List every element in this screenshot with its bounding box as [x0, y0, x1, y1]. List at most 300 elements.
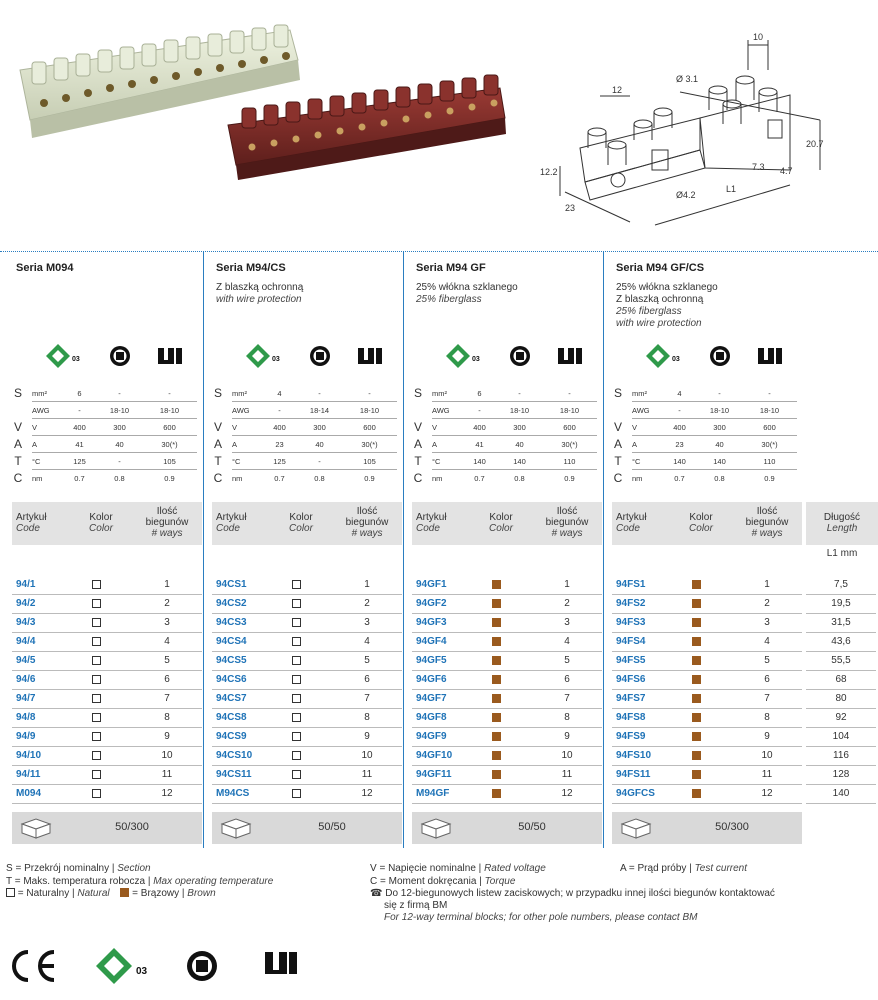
- series-column: [206, 252, 404, 848]
- article-code: 94/10: [16, 750, 42, 761]
- spec-unit: nm: [632, 474, 643, 483]
- ways-count: 7: [764, 693, 770, 704]
- spec-value: 140: [697, 453, 742, 470]
- spec-value: 600: [142, 419, 197, 436]
- length-value: 55,5: [806, 652, 876, 671]
- spec-value: 6: [462, 385, 497, 402]
- article-code: 94CS11: [216, 769, 252, 780]
- ul-mark-icon: [558, 348, 582, 364]
- table-row: [612, 728, 802, 747]
- spec-value: 300: [97, 419, 142, 436]
- header-ways-pl1: Ilość: [356, 506, 378, 517]
- csa-mark-icon: [187, 951, 217, 981]
- article-code: M094: [16, 788, 42, 799]
- ways-count: 8: [164, 712, 170, 723]
- article-code: 94/4: [16, 636, 36, 647]
- length-value: 80: [806, 690, 876, 709]
- header-color: [276, 512, 326, 534]
- spec-unit: AWG: [432, 402, 462, 419]
- spec-value: 23: [262, 436, 297, 453]
- color-swatch: [692, 675, 701, 684]
- vde-mark-label: 03: [672, 356, 680, 363]
- article-code: M94CS: [216, 788, 250, 799]
- spec-letter: V: [213, 420, 222, 434]
- ways-count: 8: [764, 712, 770, 723]
- table-row: [612, 595, 802, 614]
- ways-count: 5: [764, 655, 770, 666]
- length-values: [806, 576, 876, 804]
- table-row: [212, 576, 402, 595]
- packaging-bar: [12, 812, 202, 844]
- table-row: [12, 652, 202, 671]
- spec-value: -: [62, 402, 97, 419]
- header-color-pl: Kolor: [689, 512, 713, 523]
- ways-count: 12: [561, 788, 573, 799]
- spec-row: [412, 470, 602, 487]
- spec-letter: T: [414, 454, 422, 468]
- ways-count: 2: [764, 598, 770, 609]
- color-swatch: [692, 637, 701, 646]
- table-row: [612, 671, 802, 690]
- header-color-pl: Kolor: [89, 512, 113, 523]
- ways-count: 1: [364, 579, 370, 590]
- spec-value: 0.7: [274, 474, 285, 483]
- spec-value: 40: [297, 436, 342, 453]
- header-code-pl: Artykuł: [616, 512, 647, 523]
- article-code: 94GF7: [416, 693, 447, 704]
- length-value: 140: [806, 785, 876, 804]
- csa-mark-icon: [510, 346, 530, 366]
- spec-value: 0.7: [474, 474, 485, 483]
- spec-value: 400: [462, 419, 497, 436]
- vde-mark-icon: [246, 344, 280, 368]
- brown-terminal-block-photo: [228, 75, 506, 180]
- spec-row: [212, 470, 402, 487]
- series-title: Seria M94/CS: [216, 262, 286, 274]
- spec-unit: V: [232, 419, 262, 436]
- dim-207: 20.7: [806, 139, 824, 149]
- article-code: 94/7: [16, 693, 36, 704]
- ways-count: 11: [761, 769, 773, 780]
- table-row: [212, 652, 402, 671]
- spec-value: 140: [462, 453, 497, 470]
- box-icon: [18, 816, 54, 840]
- header-code: [416, 512, 447, 534]
- color-swatch: [492, 694, 501, 703]
- header-color-pl: Kolor: [489, 512, 513, 523]
- article-code: 94CS4: [216, 636, 247, 647]
- length-value: 31,5: [806, 614, 876, 633]
- table-row: [412, 709, 602, 728]
- spec-value: 40: [697, 436, 742, 453]
- vde-mark-label: 03: [472, 356, 480, 363]
- spec-row: [12, 402, 202, 419]
- ul-mark-icon: [265, 952, 297, 974]
- table-row: [12, 766, 202, 785]
- spec-value: -: [97, 385, 142, 402]
- spec-letter: T: [214, 454, 222, 468]
- spec-unit: A: [232, 436, 262, 453]
- product-rows: [612, 576, 802, 804]
- color-swatch: [692, 789, 701, 798]
- ways-count: 9: [164, 731, 170, 742]
- spec-row: [412, 385, 602, 402]
- product-photos-svg: [0, 0, 878, 250]
- article-code: 94FS11: [616, 769, 651, 780]
- color-swatch: [492, 656, 501, 665]
- ways-count: 11: [361, 769, 373, 780]
- color-swatch: [692, 618, 701, 627]
- spec-value: 0.8: [514, 474, 525, 483]
- ul-mark-icon: [158, 348, 182, 364]
- length-value: 43,6: [806, 633, 876, 652]
- color-swatch: [492, 751, 501, 760]
- header-code-pl: Artykuł: [216, 512, 247, 523]
- ways-count: 9: [764, 731, 770, 742]
- legend-note-line1: Do 12-biegunowych listew zaciskowych; w przypadku innej ilości biegunów kontaktować: [385, 888, 775, 899]
- color-swatch: [492, 732, 501, 741]
- table-row: [412, 766, 602, 785]
- series-cert-logos: [646, 344, 826, 370]
- vde-mark-label: 03: [136, 966, 148, 977]
- legend-c: C = Moment dokręcania |: [370, 876, 485, 887]
- article-code: 94FS4: [616, 636, 646, 647]
- color-swatch: [292, 618, 301, 627]
- legend-s-en: Section: [117, 863, 151, 874]
- legend-section: [6, 863, 151, 875]
- legend-brown: = Brązowy |: [132, 888, 188, 899]
- article-code: 94FS2: [616, 598, 646, 609]
- header-color-en: Color: [289, 523, 313, 534]
- legend-brown-swatch: [120, 888, 129, 897]
- spec-value: -: [142, 385, 197, 402]
- spec-value: 0.8: [714, 474, 725, 483]
- series-column: [6, 252, 204, 848]
- table-row: [612, 690, 802, 709]
- article-code: 94GF11: [416, 769, 452, 780]
- spec-unit: nm: [32, 474, 43, 483]
- ways-count: 5: [364, 655, 370, 666]
- spec-value: 600: [342, 419, 397, 436]
- spec-value: -: [342, 385, 397, 402]
- header-code-en: Code: [16, 523, 40, 534]
- legend-natural-swatch: [6, 888, 15, 897]
- article-code: 94GF9: [416, 731, 447, 742]
- ways-count: 7: [564, 693, 570, 704]
- spec-row: [212, 436, 402, 453]
- spec-row: [612, 453, 802, 470]
- ways-count: 10: [361, 750, 373, 761]
- series-title: Seria M94 GF/CS: [616, 262, 705, 274]
- header-ways-pl1: Ilość: [756, 506, 778, 517]
- desc-line-en: with wire protection: [616, 318, 702, 329]
- ways-count: 8: [364, 712, 370, 723]
- color-swatch: [692, 694, 701, 703]
- color-swatch: [92, 618, 101, 627]
- table-row: [612, 766, 802, 785]
- packaging-quantity: 50/50: [318, 821, 346, 833]
- desc-line: Z blaszką ochronną: [216, 282, 304, 293]
- length-header-pl: Długość: [823, 512, 861, 523]
- spec-row: [612, 436, 802, 453]
- article-code: 94CS10: [216, 750, 253, 761]
- spec-value: -: [297, 385, 342, 402]
- spec-value: 105: [342, 453, 397, 470]
- spec-unit: AWG: [32, 402, 62, 419]
- color-swatch: [292, 637, 301, 646]
- spec-value: 18-10: [542, 402, 597, 419]
- ways-count: 1: [564, 579, 570, 590]
- spec-unit: V: [32, 419, 62, 436]
- table-row: [412, 671, 602, 690]
- ways-count: 5: [564, 655, 570, 666]
- legend-current: [620, 863, 747, 875]
- table-row: [212, 709, 402, 728]
- ways-count: 10: [761, 750, 773, 761]
- article-code: 94/2: [16, 598, 36, 609]
- article-code: 94/6: [16, 674, 36, 685]
- color-swatch: [492, 713, 501, 722]
- table-row: [212, 747, 402, 766]
- length-unit: L1 mm: [826, 548, 858, 559]
- table-header: [12, 502, 202, 545]
- ce-mark-icon: [14, 952, 54, 980]
- table-row: [412, 728, 602, 747]
- table-row: [12, 747, 202, 766]
- spec-value: 18-10: [97, 402, 142, 419]
- table-row: [612, 614, 802, 633]
- article-code: 94/9: [16, 731, 36, 742]
- spec-value: 41: [62, 436, 97, 453]
- spec-value: -: [742, 385, 797, 402]
- color-swatch: [92, 770, 101, 779]
- length-value: 7,5: [806, 576, 876, 595]
- spec-letter: V: [13, 420, 22, 434]
- color-swatch: [92, 637, 101, 646]
- spec-letter: S: [613, 386, 622, 400]
- spec-unit: °C: [432, 453, 462, 470]
- article-code: M94GF: [416, 788, 450, 799]
- spec-row: [12, 470, 202, 487]
- spec-value: 600: [742, 419, 797, 436]
- header-color: [476, 512, 526, 534]
- spec-unit: AWG: [232, 402, 262, 419]
- spec-letter: A: [413, 437, 422, 451]
- ways-count: 11: [561, 769, 573, 780]
- color-swatch: [492, 770, 501, 779]
- article-code: 94FS9: [616, 731, 646, 742]
- color-swatch: [292, 656, 301, 665]
- table-header: [212, 502, 402, 545]
- color-swatch: [92, 656, 101, 665]
- box-icon: [418, 816, 454, 840]
- spec-value: -: [462, 402, 497, 419]
- spec-letter: A: [13, 437, 22, 451]
- spec-value: 40: [497, 436, 542, 453]
- header-code-pl: Artykuł: [16, 512, 47, 523]
- desc-line: Z blaszką ochronną: [616, 294, 704, 305]
- article-code: 94GFCS: [616, 788, 655, 799]
- spec-value: 18-10: [742, 402, 797, 419]
- spec-value: -: [262, 402, 297, 419]
- spec-value: 30(*): [742, 436, 797, 453]
- spec-unit: A: [432, 436, 462, 453]
- spec-unit: mm²: [232, 385, 262, 402]
- series-cert-logos: [246, 344, 426, 370]
- ways-count: 9: [364, 731, 370, 742]
- vde-mark-label: 03: [272, 356, 280, 363]
- spec-row: [12, 436, 202, 453]
- series-title: Seria M94 GF: [416, 262, 486, 274]
- ways-count: 10: [161, 750, 173, 761]
- spec-row: [412, 402, 602, 419]
- spec-letter: C: [413, 471, 423, 485]
- table-row: [212, 595, 402, 614]
- length-header: [806, 502, 878, 545]
- table-row: [412, 785, 602, 804]
- spec-value: 600: [542, 419, 597, 436]
- table-row: [412, 633, 602, 652]
- color-swatch: [692, 599, 701, 608]
- table-row: [612, 785, 802, 804]
- table-row: [212, 671, 402, 690]
- color-swatch: [92, 751, 101, 760]
- ways-count: 4: [564, 636, 570, 647]
- spec-letter: A: [213, 437, 222, 451]
- spec-row: [212, 402, 402, 419]
- article-code: 94/8: [16, 712, 36, 723]
- ways-count: 6: [164, 674, 170, 685]
- header-ways-pl1: Ilość: [156, 506, 178, 517]
- spec-row: [212, 453, 402, 470]
- legend-t-en: Max operating temperature: [153, 876, 274, 887]
- article-code: 94/3: [16, 617, 36, 628]
- article-code: 94CS5: [216, 655, 247, 666]
- csa-mark-icon: [310, 346, 330, 366]
- ways-count: 6: [564, 674, 570, 685]
- spec-value: 0.8: [114, 474, 125, 483]
- ways-count: 1: [164, 579, 170, 590]
- spec-unit: mm²: [632, 385, 662, 402]
- spec-value: 110: [742, 453, 797, 470]
- ways-count: 3: [364, 617, 370, 628]
- spec-unit: V: [632, 419, 662, 436]
- header-ways-en: # ways: [751, 528, 783, 539]
- spec-value: -: [697, 385, 742, 402]
- spec-value: 41: [462, 436, 497, 453]
- ways-count: 6: [764, 674, 770, 685]
- spec-value: 30(*): [342, 436, 397, 453]
- spec-value: 400: [662, 419, 697, 436]
- spec-row: [412, 453, 602, 470]
- box-icon: [618, 816, 654, 840]
- ways-count: 4: [164, 636, 170, 647]
- spec-value: -: [662, 402, 697, 419]
- spec-unit: AWG: [632, 402, 662, 419]
- header-color-en: Color: [489, 523, 513, 534]
- spec-value: 105: [142, 453, 197, 470]
- ways-count: 11: [161, 769, 173, 780]
- spec-letter: S: [213, 386, 222, 400]
- spec-value: 0.8: [314, 474, 325, 483]
- header-code-en: Code: [216, 523, 240, 534]
- packaging-quantity: 50/300: [115, 821, 149, 833]
- color-swatch: [92, 599, 101, 608]
- vde-mark-icon: [446, 344, 480, 368]
- packaging-quantity: 50/300: [715, 821, 749, 833]
- article-code: 94GF6: [416, 674, 447, 685]
- dim-10: 10: [752, 32, 764, 42]
- spec-value: 110: [542, 453, 597, 470]
- color-swatch: [492, 580, 501, 589]
- ways-count: 8: [564, 712, 570, 723]
- spec-unit: V: [432, 419, 462, 436]
- length-value: 68: [806, 671, 876, 690]
- spec-unit: A: [632, 436, 662, 453]
- legend-nat-en: Natural: [77, 888, 110, 899]
- table-row: [612, 652, 802, 671]
- table-row: [12, 728, 202, 747]
- color-swatch: [92, 675, 101, 684]
- spec-row: [412, 436, 602, 453]
- spec-value: 300: [497, 419, 542, 436]
- spec-value: 0.7: [674, 474, 685, 483]
- ways-count: 2: [364, 598, 370, 609]
- table-row: [12, 690, 202, 709]
- article-code: 94CS6: [216, 674, 247, 685]
- table-row: [12, 785, 202, 804]
- legend-torque: [370, 876, 515, 888]
- spec-table: [12, 385, 202, 487]
- header-code: [16, 512, 47, 534]
- color-swatch: [492, 637, 501, 646]
- header-ways-en: # ways: [551, 528, 583, 539]
- header-ways-pl2: biegunów: [545, 517, 589, 528]
- spec-value: 400: [62, 419, 97, 436]
- ways-count: 10: [561, 750, 573, 761]
- table-row: [12, 576, 202, 595]
- length-value: 104: [806, 728, 876, 747]
- ul-mark-icon: [758, 348, 782, 364]
- spec-value: 0.9: [764, 474, 775, 483]
- table-row: [212, 633, 402, 652]
- ways-count: 3: [764, 617, 770, 628]
- ways-count: 4: [364, 636, 370, 647]
- desc-line-en: 25% fiberglass: [616, 306, 682, 317]
- spec-unit: nm: [432, 474, 443, 483]
- csa-mark-icon: [710, 346, 730, 366]
- legend-a-en: Test current: [694, 863, 748, 874]
- spec-row: [412, 419, 602, 436]
- spec-letter: S: [13, 386, 22, 400]
- legend-brown-en: Brown: [187, 888, 216, 899]
- spec-row: [212, 419, 402, 436]
- spec-row: [612, 385, 802, 402]
- table-row: [212, 728, 402, 747]
- color-swatch: [92, 732, 101, 741]
- table-row: [212, 766, 402, 785]
- header-color-en: Color: [689, 523, 713, 534]
- spec-unit: °C: [232, 453, 262, 470]
- table-header: [612, 502, 802, 545]
- color-swatch: [292, 770, 301, 779]
- article-code: 94FS3: [616, 617, 646, 628]
- article-code: 94CS2: [216, 598, 247, 609]
- legend-nat: = Naturalny |: [17, 888, 78, 899]
- color-swatch: [292, 732, 301, 741]
- spec-value: -: [542, 385, 597, 402]
- table-row: [12, 614, 202, 633]
